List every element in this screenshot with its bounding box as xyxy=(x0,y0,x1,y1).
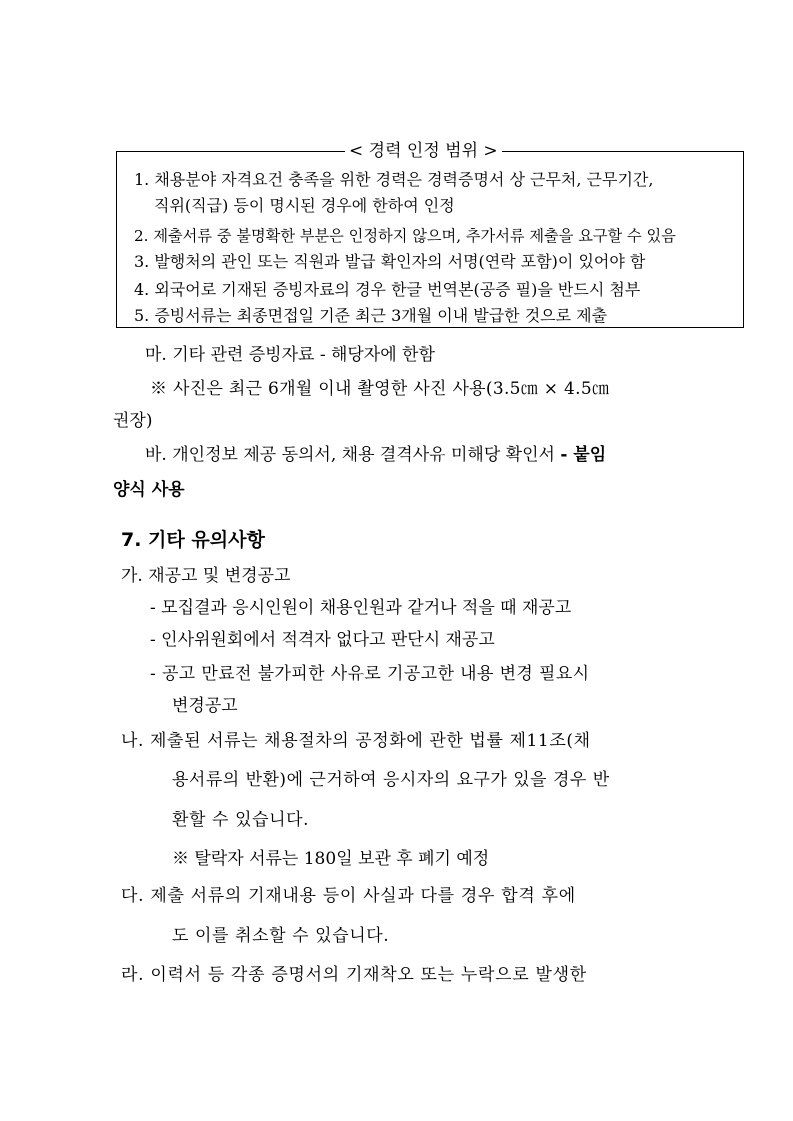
section-7-heading: 7. 기타 유의사항 xyxy=(121,529,265,551)
ga-item-2: - 인사위원회에서 적격자 없다고 판단시 재공고 xyxy=(150,630,495,650)
item-ma: 마. 기타 관련 증빙자료 - 해당자에 한함 xyxy=(145,345,435,365)
photo-note-line-1: ※ 사진은 최근 6개월 이내 촬영한 사진 사용(3.5㎝ × 4.5㎝ xyxy=(150,379,610,399)
photo-note-line-2: 권장) xyxy=(113,411,153,431)
item-ga: 가. 재공고 및 변경공고 xyxy=(121,566,291,586)
item-da-line-2: 도 이를 취소할 수 있습니다. xyxy=(172,926,390,946)
ga-item-3-cont: 변경공고 xyxy=(172,696,238,716)
item-na-line-1: 나. 제출된 서류는 채용절차의 공정화에 관한 법률 제11조(채 xyxy=(121,731,591,751)
career-scope-item-3: 3. 발행처의 관인 또는 직원과 발급 확인자의 서명(연락 포함)이 있어야 함 xyxy=(134,252,646,271)
item-ba-bold: - 붙임 xyxy=(560,445,607,465)
career-scope-item-4: 4. 외국어로 기재된 증빙자료의 경우 한글 번역본(공증 필)을 반드시 첨부 xyxy=(134,280,641,299)
item-ba-text: 바. 개인정보 제공 동의서, 채용 결격사유 미해당 확인서 xyxy=(145,445,561,465)
item-ba-bold-cont: 양식 사용 xyxy=(113,480,185,500)
career-scope-item-2: 2. 제출서류 중 불명확한 부분은 인정하지 않으며, 추가서류 제출을 요구할 수 있음 xyxy=(134,227,676,245)
career-scope-title: < 경력 인정 범위 > xyxy=(345,140,502,162)
career-scope-item-1-cont: 직위(직급) 등이 명시된 경우에 한하여 인정 xyxy=(154,196,455,215)
box-title-rule-left xyxy=(116,151,341,152)
item-da-line-1: 다. 제출 서류의 기재내용 등이 사실과 다를 경우 합격 후에 xyxy=(121,886,576,906)
item-ba xyxy=(145,445,606,465)
career-scope-item-1: 1. 채용분야 자격요건 충족을 위한 경력은 경력증명서 상 근무처, 근무기간, xyxy=(134,170,654,189)
item-na-note: ※ 탈락자 서류는 180일 보관 후 폐기 예정 xyxy=(172,849,490,869)
ga-item-3: - 공고 만료전 불가피한 사유로 기공고한 내용 변경 필요시 xyxy=(150,664,590,684)
career-scope-item-5: 5. 증빙서류는 최종면접일 기준 최근 3개월 이내 발급한 것으로 제출 xyxy=(134,306,608,325)
item-na-line-3: 환할 수 있습니다. xyxy=(172,810,310,830)
ga-item-1: - 모집결과 응시인원이 채용인원과 같거나 적을 때 재공고 xyxy=(150,598,572,618)
item-na-line-2: 용서류의 반환)에 근거하여 응시자의 요구가 있을 경우 반 xyxy=(172,770,610,790)
item-ra-line-1: 라. 이력서 등 각종 증명서의 기재착오 또는 누락으로 발생한 xyxy=(121,965,587,985)
box-title-rule-right xyxy=(632,151,744,152)
